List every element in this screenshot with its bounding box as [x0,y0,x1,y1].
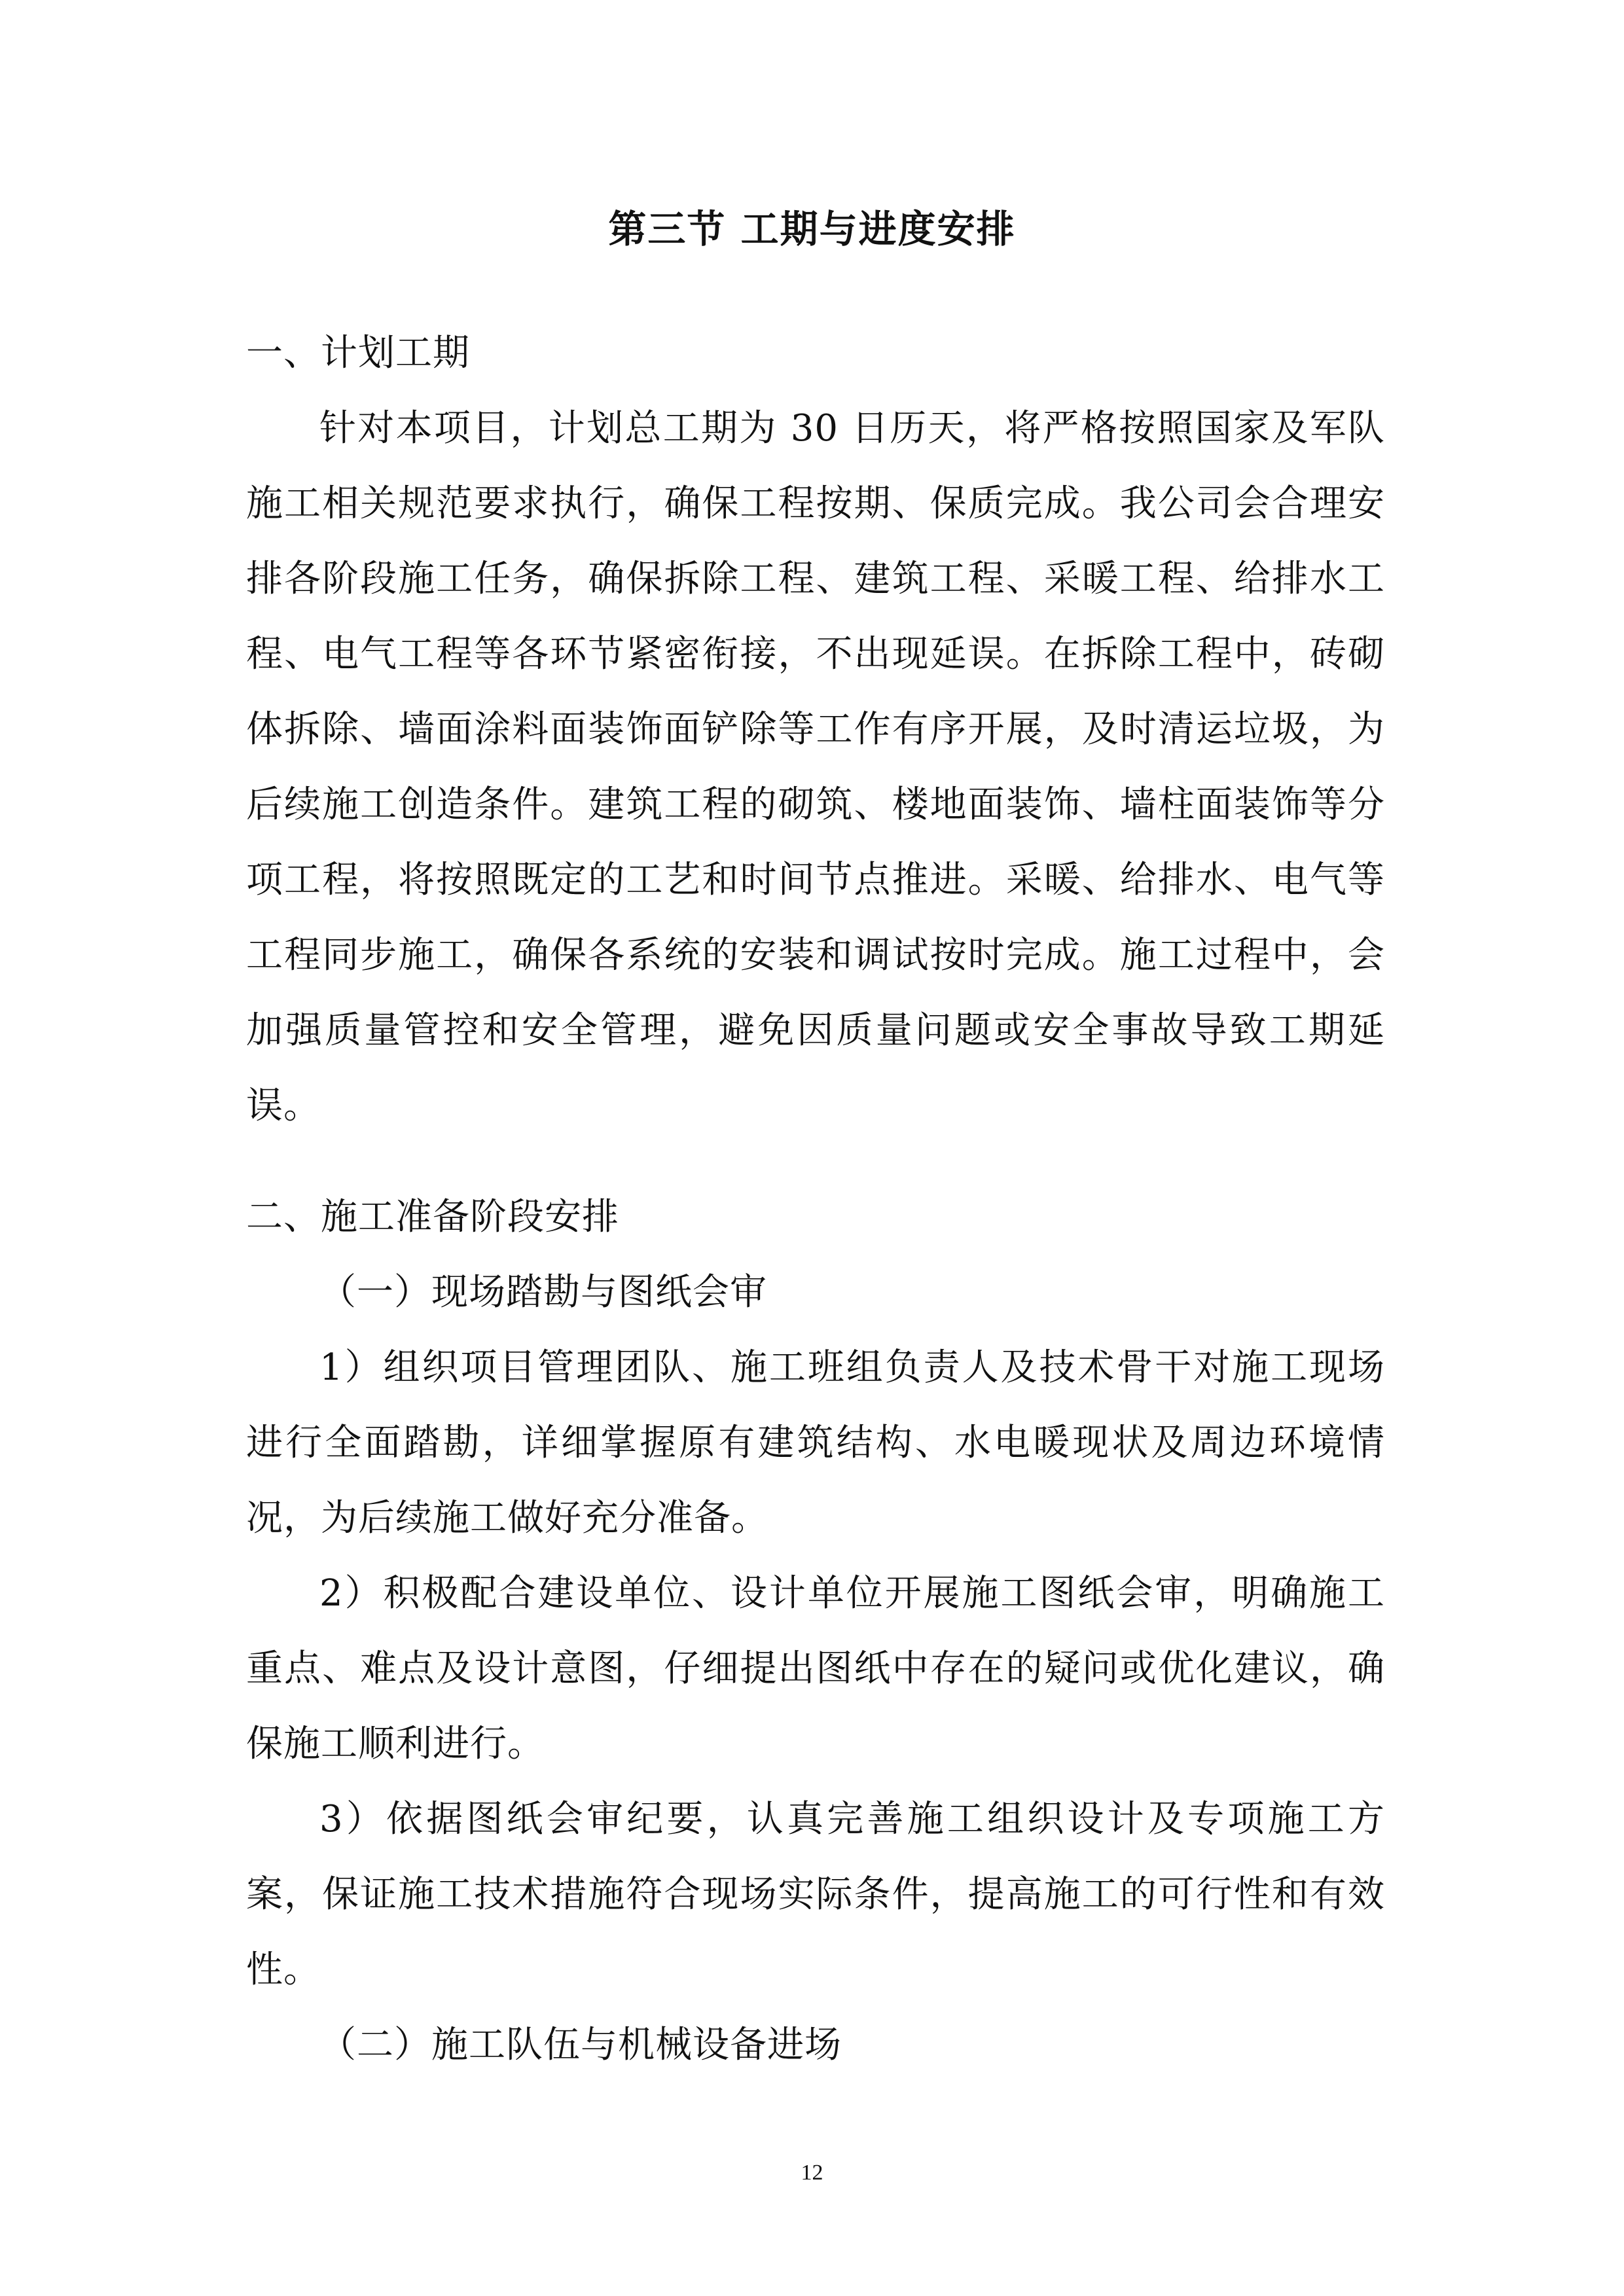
heading-preparation-stage: 二、施工准备阶段安排 [246,1196,619,1238]
heading-planned-duration: 一、计划工期 [246,332,470,374]
page-number: 12 [801,2161,823,2185]
subheading-site-survey: （一）现场踏勘与图纸会审 [319,1271,767,1314]
list-item-3: 3）依据图纸会审纪要，认真完善施工组织设计及专项施工方案，保证施工技术措施符合现场实际条件，提高施工的可行性和有效性。 [246,1798,1385,1991]
list-item-2: 2）积极配合建设单位、设计单位开展施工图纸会审，明确施工重点、难点及设计意图，仔细提出图纸中存在的疑问或优化建议，确保施工顺利进行。 [246,1572,1385,1765]
paragraph-planned-duration: 针对本项目，计划总工期为 30 日历天，将严格按照国家及军队施工相关规范要求执行，确保工程按期、保质完成。我公司会合理安排各阶段施工任务，确保拆除工程、建筑工程、采暖工程、给排水工程、电气工程等各环节紧密衔接，不出现延误。在拆除工程中，砖砌体拆除、墙面涂料面装饰面铲除等工作有序开展，及时清运垃圾，为后续施工创造条件。建筑工程的砌筑、楼地面装饰、墙柱面装饰等分项工程，将按照既定的工艺和时间节点推进。采暖、给排水、电气等工程同步施工，确保各系统的安装和调试按时完成。施工过程中，会加强质量管控和安全管理，避免因质量问题或安全事故导致工期延误。 [246,407,1385,1127]
section-title: 第三节 工期与进度安排 [608,207,1016,251]
list-item-1: 1）组织项目管理团队、施工班组负责人及技术骨干对施工现场进行全面踏勘，详细掌握原有建筑结构、水电暖现状及周边环境情况，为后续施工做好充分准备。 [246,1346,1385,1539]
subheading-team-equipment: （二）施工队伍与机械设备进场 [319,2024,842,2066]
